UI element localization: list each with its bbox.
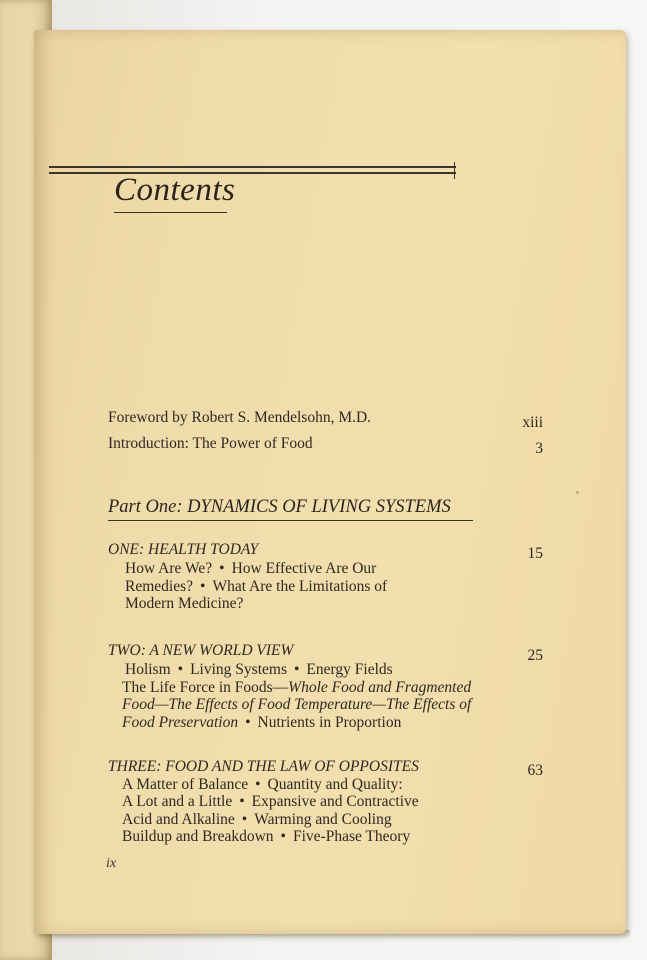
chapter-two-subtopics-line-4: [122, 714, 401, 732]
toc-entry-foreword: Foreword by Robert S. Mendelsohn, M.D.: [108, 409, 372, 426]
bullet: •: [241, 811, 248, 828]
bullet: •: [200, 578, 206, 595]
subtopic: A Lot and a Little: [122, 793, 233, 810]
subtopic: Five-Phase Theory: [292, 828, 411, 845]
subtopic: How Effective Are Our: [231, 560, 377, 577]
subtopic: Nutrients in Proportion: [257, 714, 402, 731]
chapter-three-title: THREE: FOOD AND THE LAW OF OPPOSITES: [108, 758, 419, 775]
bullet: •: [245, 714, 251, 731]
toc-entry-introduction: Introduction: The Power of Food: [108, 435, 313, 452]
subtopic: Living Systems: [190, 661, 287, 678]
toc-page-introduction: 3: [535, 440, 543, 457]
page-folio: ix: [106, 856, 117, 871]
chapter-two-subtopics-line-3: Food—The Effects of Food Temperature—The Effects of: [122, 696, 472, 713]
part-one-heading: Part One: DYNAMICS OF LIVING SYSTEMS: [108, 497, 451, 517]
subtopic: What Are the Limitations of: [212, 578, 388, 595]
page-title: Contents: [114, 172, 236, 208]
subtopic: Food Preservation: [122, 714, 239, 731]
chapter-one-subtopics-line-1: [125, 560, 376, 578]
part-one-underline: [108, 520, 473, 521]
bullet: •: [293, 661, 300, 678]
chapter-two-subtopics-line-2: [122, 679, 471, 697]
subtopic: Modern Medicine?: [125, 595, 244, 612]
bullet: •: [280, 828, 286, 845]
title-underline: [114, 212, 227, 213]
header-rule-bottom: [49, 172, 456, 174]
subtopic: Whole Food and Fragmented: [288, 679, 472, 696]
subtopic: The Life Force in Foods—: [122, 679, 289, 696]
toc-page-foreword: xiii: [522, 414, 543, 431]
chapter-one-page: 15: [527, 545, 543, 562]
subtopic: Expansive and Contractive: [251, 793, 419, 810]
header-rule-end: [454, 162, 455, 179]
header-rule-top: [49, 166, 456, 168]
subtopic: Warming and Cooling: [254, 811, 392, 828]
bullet: •: [177, 661, 184, 678]
chapter-one-title: ONE: HEALTH TODAY: [108, 541, 259, 558]
bullet: •: [255, 776, 261, 793]
chapter-three-page: 63: [527, 762, 543, 779]
bullet: •: [239, 793, 245, 810]
subtopic: Buildup and Breakdown: [122, 828, 274, 845]
chapter-two-subtopics-line-1: [125, 661, 393, 679]
paper-speck: [576, 491, 579, 494]
chapter-three-subtopics-line-3: [122, 811, 392, 829]
subtopic: Quantity and Quality:: [267, 776, 403, 793]
subtopic: Energy Fields: [306, 661, 393, 678]
subtopic: Remedies?: [125, 578, 194, 595]
bullet: •: [219, 560, 225, 577]
chapter-three-subtopics-line-4: [122, 828, 410, 846]
chapter-two-title: TWO: A NEW WORLD VIEW: [108, 642, 294, 659]
chapter-three-subtopics-line-1: [122, 776, 403, 794]
subtopic: A Matter of Balance: [122, 776, 249, 793]
subtopic: Holism: [125, 661, 171, 678]
chapter-two-page: 25: [527, 647, 543, 664]
subtopic: Acid and Alkaline: [122, 811, 235, 828]
chapter-one-subtopics-line-2: [125, 578, 387, 596]
subtopic: How Are We?: [125, 560, 213, 577]
chapter-three-subtopics-line-2: [122, 793, 419, 811]
chapter-one-subtopics-line-3: [125, 595, 243, 613]
